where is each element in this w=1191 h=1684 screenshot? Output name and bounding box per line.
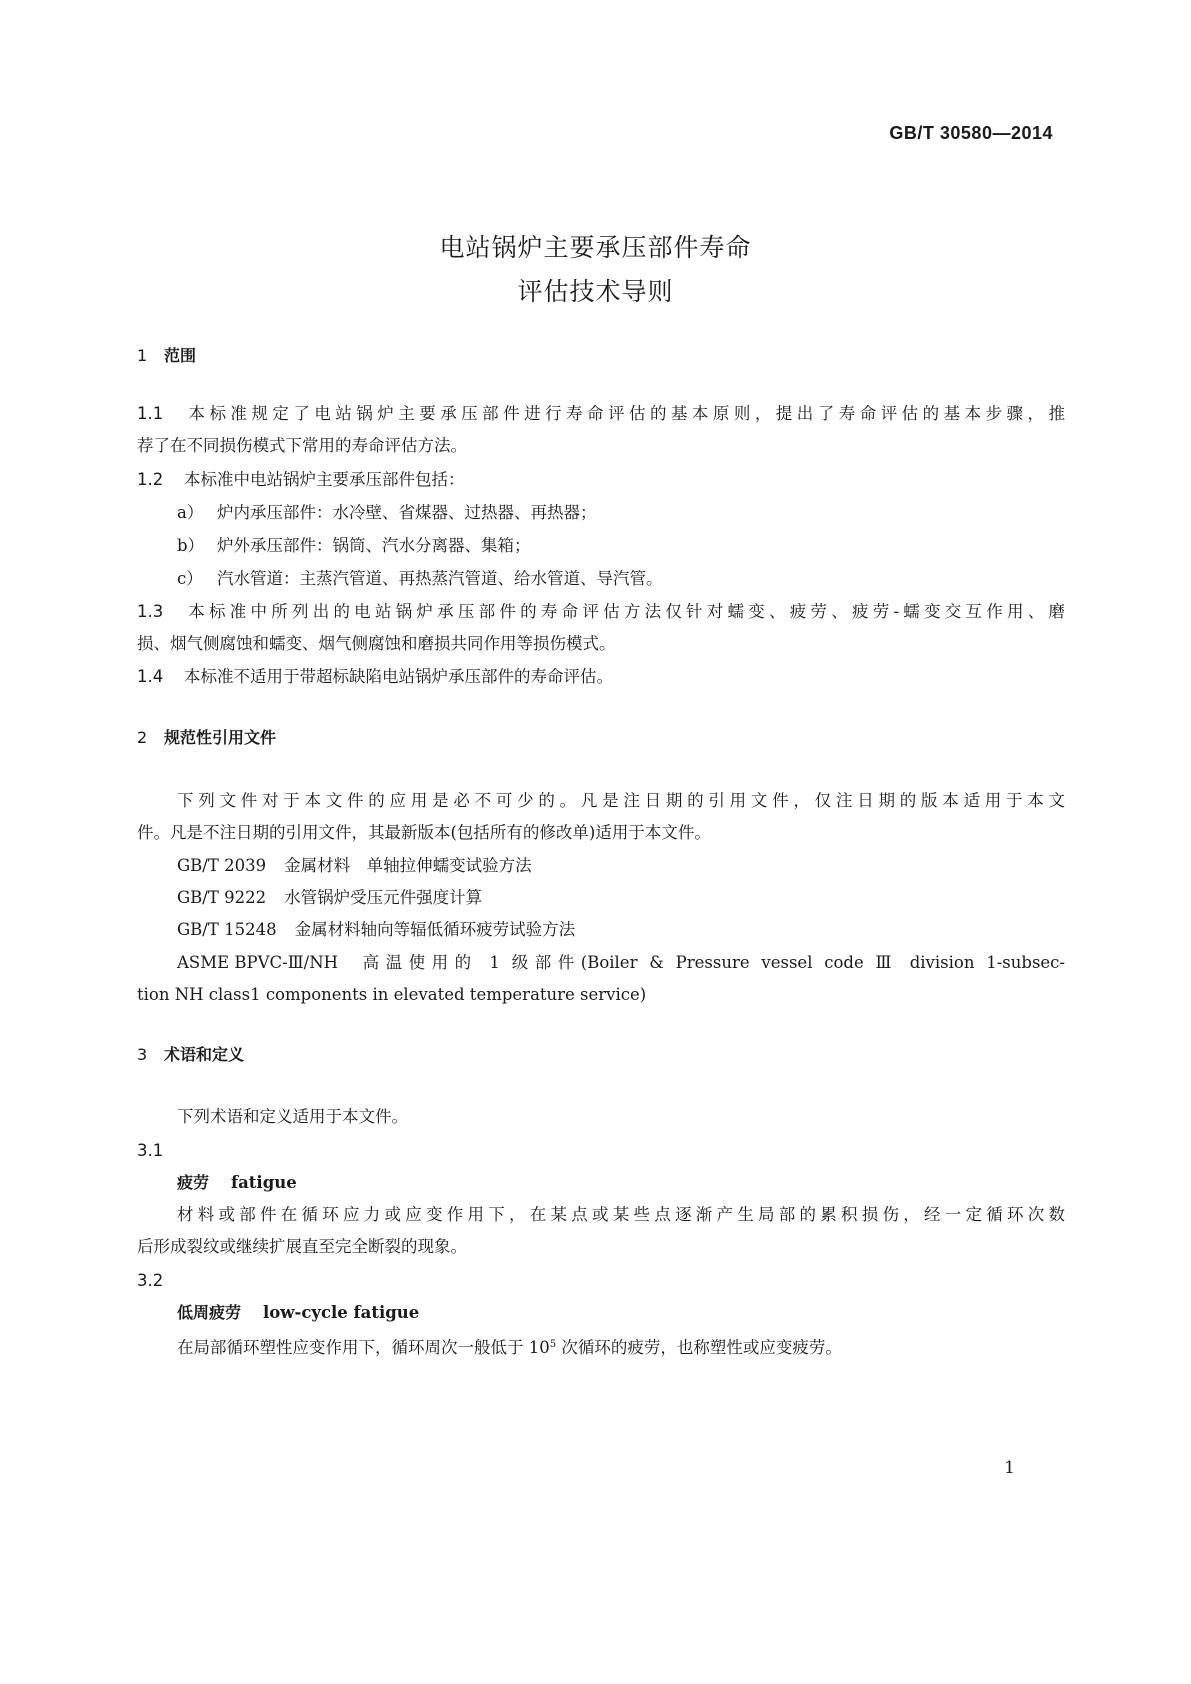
list-item-label: a） — [177, 503, 204, 522]
asme-reference-line-1 — [177, 952, 1065, 974]
clause-number: 1.1 — [137, 404, 164, 423]
term-2-number: 3.2 — [137, 1271, 164, 1290]
clause-text: 本标准中电站锅炉主要承压部件包括： — [184, 470, 465, 489]
reference-item — [177, 919, 575, 941]
clause-number: 1.3 — [137, 602, 164, 621]
list-item-text: 炉内承压部件：水冷壁、省煤器、过热器、再热器； — [217, 503, 597, 522]
clause-1-1-line-2: 荐了在不同损伤模式下常用的寿命评估方法。 — [137, 436, 467, 455]
page-number: 1 — [1004, 1458, 1015, 1478]
reference-code: GB/T 9222 — [177, 888, 267, 907]
clause-text: 本标准中所列出的电站锅炉承压部件的寿命评估方法仅针对蠕变、疲劳、疲劳-蠕变交互作用、磨 — [184, 602, 1065, 621]
clause-1-4 — [137, 666, 613, 688]
clause-text: 本标准不适用于带超标缺陷电站锅炉承压部件的寿命评估。 — [184, 667, 613, 686]
clause-number: 1.2 — [137, 470, 164, 489]
list-item-text: 汽水管道：主蒸汽管道、再热蒸汽管道、给水管道、导汽管。 — [217, 569, 663, 588]
term-2-definition — [177, 1334, 842, 1359]
term-1-heading — [177, 1172, 297, 1194]
term-1-definition-line-2: 后形成裂纹或继续扩展直至完全断裂的现象。 — [137, 1237, 467, 1256]
clause-1-1-line-1 — [137, 403, 1065, 425]
asme-reference-line-2: tion NH class1 components in elevated temperature service) — [137, 985, 647, 1004]
section-3-heading — [137, 1044, 244, 1066]
list-item — [177, 568, 663, 590]
definition-text-post: 次循环的疲劳，也称塑性或应变疲劳。 — [556, 1338, 842, 1357]
standard-code: GB/T 30580—2014 — [889, 123, 1053, 143]
list-item-label: b） — [177, 536, 205, 555]
reference-item — [177, 855, 532, 877]
terms-intro: 下列术语和定义适用于本文件。 — [177, 1107, 408, 1126]
reference-title: 金属材料轴向等辐低循环疲劳试验方法 — [294, 920, 576, 939]
definition-superscript: 5 — [549, 1339, 557, 1350]
section-2-heading — [137, 727, 276, 749]
list-item-text: 炉外承压部件：锅筒、汽水分离器、集箱； — [217, 536, 531, 555]
clause-1-3-line-1 — [137, 601, 1065, 623]
reference-code: ASME BPVC-Ⅲ/NH — [177, 953, 339, 972]
list-item — [177, 502, 597, 524]
clause-text: 本标准规定了电站锅炉主要承压部件进行寿命评估的基本原则，提出了寿命评估的基本步骤，推 — [184, 404, 1065, 423]
document-title — [0, 226, 1191, 314]
section-title: 规范性引用文件 — [164, 728, 277, 747]
reference-title: 高温使用的 1 级部件(Boiler & Pressure vessel code Ⅲ division 1-subsec- — [356, 953, 1065, 972]
term-chinese: 低周疲劳 — [177, 1303, 242, 1322]
term-1-definition-line-1: 材料或部件在循环应力或应变作用下，在某点或某些点逐渐产生局部的累积损伤，经一定循环次数 — [177, 1205, 1065, 1224]
list-item — [177, 535, 531, 557]
term-english: fatigue — [231, 1173, 297, 1192]
clause-1-3-line-2: 损、烟气侧腐蚀和蠕变、烟气侧腐蚀和磨损共同作用等损伤模式。 — [137, 634, 616, 653]
section-1-heading — [137, 345, 196, 367]
reference-title: 水管锅炉受压元件强度计算 — [284, 888, 483, 907]
clause-1-2 — [137, 469, 465, 491]
term-1-number: 3.1 — [137, 1141, 164, 1160]
term-english: low-cycle fatigue — [263, 1303, 420, 1322]
definition-text-pre: 在局部循环塑性应变作用下，循环周次一般低于 10 — [177, 1338, 550, 1357]
clause-number: 1.4 — [137, 667, 164, 686]
section-title: 范围 — [164, 346, 197, 365]
title-line-2: 评估技术导则 — [517, 277, 674, 306]
reference-code: GB/T 15248 — [177, 920, 277, 939]
section-number: 3 — [137, 1045, 148, 1064]
term-chinese: 疲劳 — [177, 1173, 210, 1192]
reference-title: 金属材料 单轴拉伸蠕变试验方法 — [284, 856, 532, 875]
title-line-1: 电站锅炉主要承压部件寿命 — [439, 233, 752, 262]
section-title: 术语和定义 — [164, 1045, 245, 1064]
normative-intro-line-2: 件。凡是不注日期的引用文件，其最新版本(包括所有的修改单)适用于本文件。 — [137, 823, 711, 842]
section-number: 2 — [137, 728, 148, 747]
reference-code: GB/T 2039 — [177, 856, 267, 875]
term-2-heading — [177, 1302, 419, 1324]
normative-intro-line-1: 下列文件对于本文件的应用是必不可少的。凡是注日期的引用文件，仅注日期的版本适用于本文 — [177, 791, 1065, 810]
list-item-label: c） — [177, 569, 203, 588]
reference-item — [177, 887, 482, 909]
section-number: 1 — [137, 346, 148, 365]
